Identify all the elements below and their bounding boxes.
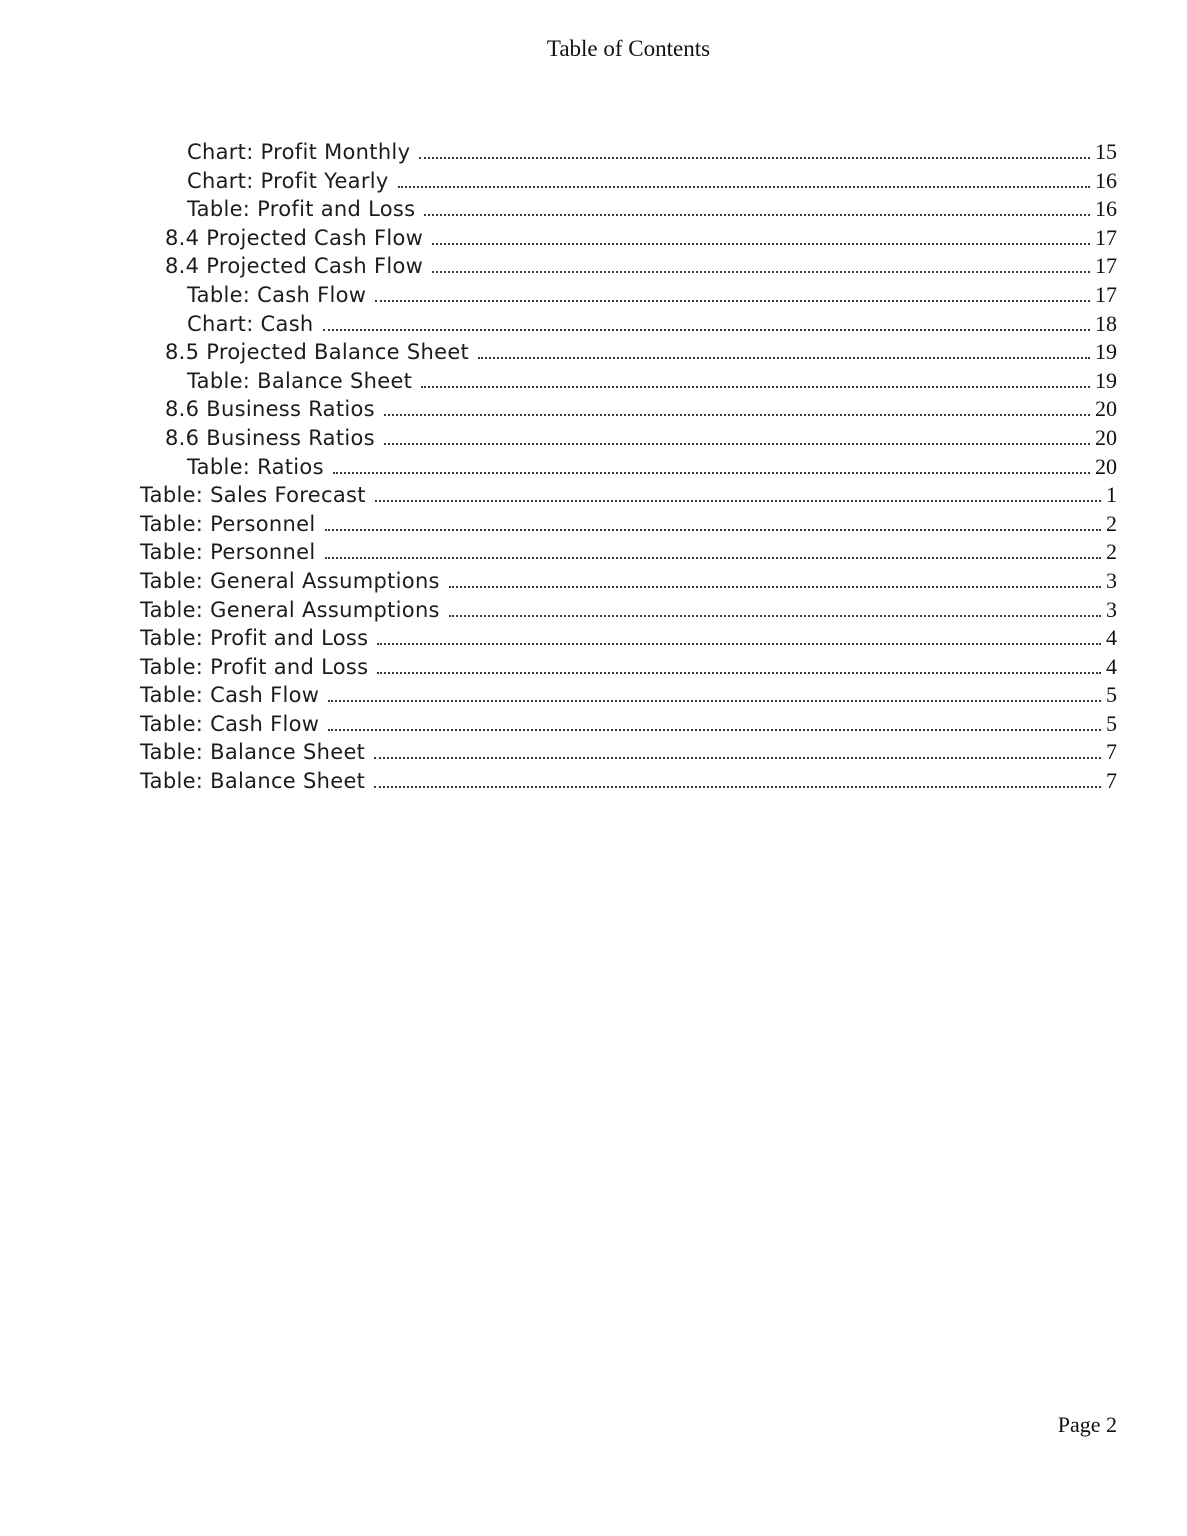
toc-entry-page: 3 [1106, 567, 1117, 593]
toc-entry-page: 2 [1106, 539, 1117, 565]
toc-entry-page: 17 [1095, 253, 1117, 279]
dot-leader [328, 700, 1101, 702]
toc-entry-label: Table: Profit and Loss [140, 626, 369, 651]
toc-entry[interactable] [140, 339, 1117, 368]
toc-entry-label: Table: Personnel [140, 511, 316, 536]
page-header [140, 36, 1117, 62]
toc-entry-label: 8.6 Business Ratios [165, 425, 375, 450]
toc-entry-label: Table: Profit and Loss [187, 197, 416, 222]
table-of-contents [140, 139, 1117, 797]
toc-entry[interactable] [140, 482, 1117, 511]
toc-entry[interactable] [140, 196, 1117, 225]
toc-entry-label: Table: Cash Flow [140, 711, 320, 736]
page-number-label: Page 2 [1057, 1412, 1117, 1437]
toc-entry[interactable] [140, 253, 1117, 282]
toc-entry-page: 19 [1095, 367, 1117, 393]
toc-entry-page: 16 [1095, 167, 1117, 193]
dot-leader [374, 786, 1101, 788]
toc-entry-page: 19 [1095, 339, 1117, 365]
toc-entry[interactable] [140, 396, 1117, 425]
toc-entry-label: Chart: Profit Monthly [187, 140, 411, 164]
dot-leader [384, 443, 1090, 445]
dot-leader [333, 472, 1090, 474]
dot-leader [325, 557, 1102, 559]
toc-entry[interactable] [140, 568, 1117, 597]
toc-entry-page: 5 [1106, 710, 1117, 736]
dot-leader [374, 757, 1101, 759]
dot-leader [375, 300, 1090, 302]
dot-leader [377, 643, 1101, 645]
dot-leader [375, 500, 1101, 502]
toc-entry-page: 7 [1106, 768, 1117, 794]
toc-entry-page: 2 [1106, 510, 1117, 536]
toc-entry-label: Table: General Assumptions [140, 568, 440, 593]
dot-leader [377, 672, 1101, 674]
toc-entry[interactable] [140, 511, 1117, 540]
toc-entry-page: 15 [1095, 139, 1117, 164]
toc-entry-label: 8.4 Projected Cash Flow [165, 254, 424, 279]
dot-leader [325, 529, 1102, 531]
toc-entry-page: 1 [1106, 482, 1117, 508]
toc-entry-label: Table: Profit and Loss [140, 654, 369, 679]
toc-entry[interactable] [140, 368, 1117, 397]
toc-entry[interactable] [140, 425, 1117, 454]
toc-entry[interactable] [140, 225, 1117, 254]
dot-leader [419, 157, 1090, 159]
toc-entry-page: 20 [1095, 453, 1117, 479]
toc-entry-label: Chart: Profit Yearly [187, 168, 389, 193]
toc-entry-page: 5 [1106, 682, 1117, 708]
dot-leader [398, 186, 1090, 188]
page-title: Table of Contents [546, 36, 711, 61]
toc-entry[interactable] [140, 168, 1117, 197]
toc-entry[interactable] [140, 454, 1117, 483]
toc-entry-label: Table: Ratios [187, 454, 324, 479]
toc-entry-page: 7 [1106, 739, 1117, 765]
dot-leader [449, 586, 1101, 588]
dot-leader [384, 414, 1090, 416]
dot-leader [424, 214, 1090, 216]
toc-entry[interactable] [140, 597, 1117, 626]
toc-entry-page: 17 [1095, 224, 1117, 250]
toc-entry-page: 18 [1095, 310, 1117, 336]
toc-entry-label: Table: Balance Sheet [140, 740, 366, 765]
dot-leader [432, 243, 1090, 245]
toc-entry-label: Table: Balance Sheet [187, 368, 413, 393]
toc-entry-page: 4 [1106, 653, 1117, 679]
toc-entry[interactable] [140, 625, 1117, 654]
toc-entry[interactable] [140, 139, 1117, 168]
dot-leader [421, 386, 1090, 388]
toc-entry-page: 17 [1095, 281, 1117, 307]
dot-leader [432, 271, 1090, 273]
toc-entry-page: 20 [1095, 396, 1117, 422]
toc-entry-page: 20 [1095, 424, 1117, 450]
toc-entry[interactable] [140, 282, 1117, 311]
toc-entry-page: 3 [1106, 596, 1117, 622]
toc-entry-label: 8.6 Business Ratios [165, 397, 375, 422]
toc-entry[interactable] [140, 539, 1117, 568]
dot-leader [449, 615, 1101, 617]
toc-entry-label: Table: Cash Flow [187, 282, 367, 307]
toc-entry[interactable] [140, 682, 1117, 711]
toc-entry[interactable] [140, 711, 1117, 740]
toc-entry-page: 4 [1106, 625, 1117, 651]
toc-entry-label: Table: Sales Forecast [140, 483, 366, 508]
dot-leader [323, 329, 1090, 331]
dot-leader [328, 729, 1101, 731]
toc-entry[interactable] [140, 654, 1117, 683]
toc-entry-label: Table: General Assumptions [140, 597, 440, 622]
toc-entry-label: Chart: Cash [187, 311, 314, 336]
toc-entry[interactable] [140, 739, 1117, 768]
dot-leader [478, 357, 1090, 359]
toc-entry-label: 8.5 Projected Balance Sheet [165, 340, 470, 365]
toc-entry[interactable] [140, 311, 1117, 340]
toc-entry-page: 16 [1095, 196, 1117, 222]
toc-entry-label: 8.4 Projected Cash Flow [165, 225, 424, 250]
toc-entry-label: Table: Cash Flow [140, 683, 320, 708]
page-footer [140, 1412, 1117, 1438]
toc-entry-label: Table: Personnel [140, 540, 316, 565]
toc-entry[interactable] [140, 768, 1117, 797]
toc-entry-label: Table: Balance Sheet [140, 769, 366, 794]
